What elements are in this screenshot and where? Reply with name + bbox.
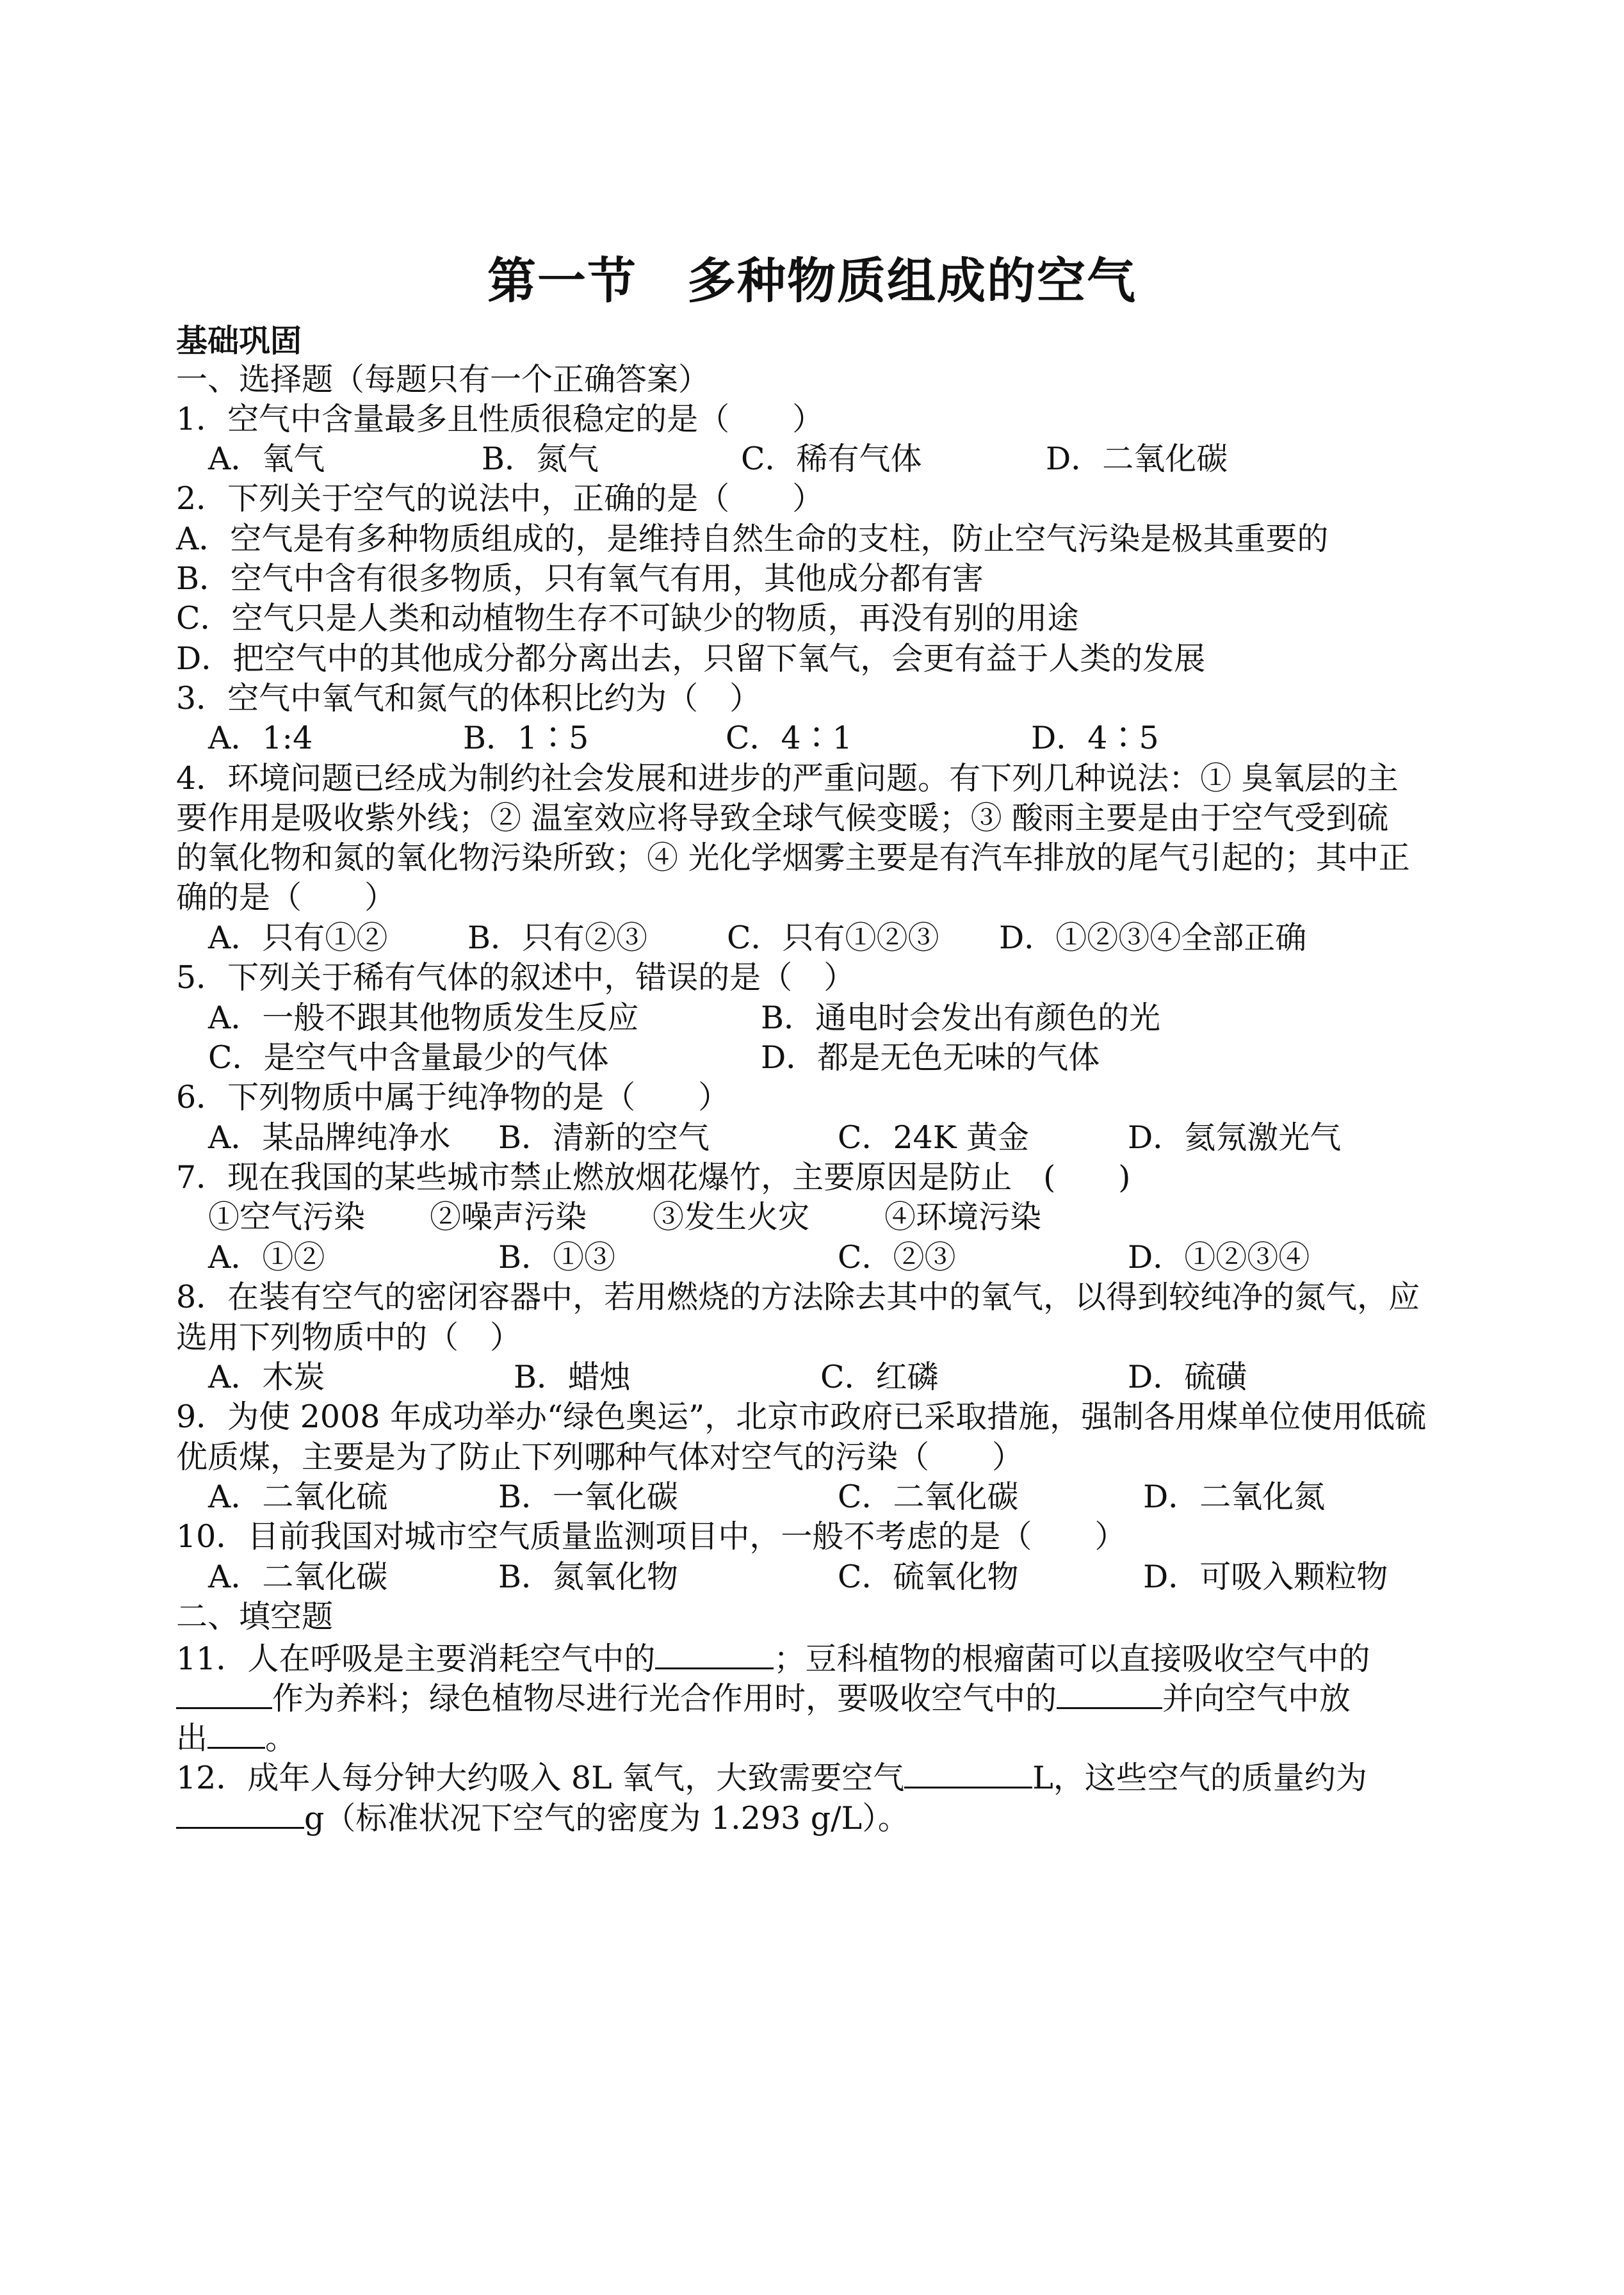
q7-stem: 7．现在我国的某些城市禁止燃放烟花爆竹，主要原因是防止 ( ) [176,1159,1131,1196]
q1-option-c: C．稀有气体 [741,441,922,477]
q9-option-c: C．二氧化碳 [838,1479,1019,1515]
q9-stem-line-1: 9．为使 2008 年成功举办“绿色奥运”，北京市政府已采取措施，强制各用煤单位使用低硫 [176,1399,1427,1435]
q10-option-d: D．可吸入颗粒物 [1143,1559,1388,1595]
q10-option-b: B．氮氧化物 [498,1559,679,1595]
q6-option-a: A．某品牌纯净水 [208,1119,451,1156]
q11-text-2a: 作为养料；绿色植物尽进行光合作用时，要吸收空气中的 [272,1680,1057,1717]
q5-option-c: C．是空气中含量最少的气体 [208,1039,609,1076]
q4-option-a: A．只有①② [208,920,388,956]
q12-line-1 [176,1753,1367,1799]
q4-option-b: B．只有②③ [467,920,648,956]
q7-item-2: ②噪声污染 [430,1199,587,1235]
q5-option-d: D．都是无色无味的气体 [761,1039,1100,1076]
section-label: 基础巩固 [176,322,302,359]
part1-header: 一、选择题（每题只有一个正确答案） [176,361,710,398]
q4-stem-line-1: 4．环境问题已经成为制约社会发展和进步的严重问题。有下列几种说法：① 臭氧层的主 [176,760,1399,797]
q1-option-d: D．二氧化碳 [1046,441,1228,477]
q1-stem: 1．空气中含量最多且性质很稳定的是（ ） [176,401,824,437]
q3-option-c: C．4∶1 [726,720,852,756]
q8-option-c: C．红磷 [820,1359,939,1395]
q11-text-3a: 出 [176,1720,208,1756]
q11-blank-4[interactable] [207,1714,265,1749]
q6-option-d: D．氦氖激光气 [1128,1119,1342,1156]
q8-option-d: D．硫磺 [1128,1359,1247,1395]
q2-option-a: A．空气是有多种物质组成的，是维持自然生命的支柱，防止空气污染是极其重要的 [176,521,1329,557]
q9-option-b: B．一氧化碳 [498,1479,679,1515]
q3-option-b: B．1∶5 [463,720,589,756]
page-title: 第一节 多种物质组成的空气 [487,252,1137,309]
q11-text-1b: ；豆科植物的根瘤菌可以直接吸收空气中的 [774,1641,1370,1677]
q4-stem-line-4: 确的是（ ） [176,879,396,916]
q8-option-b: B．蜡烛 [514,1359,631,1395]
q12-text-1a: 12．成年人每分钟大约吸入 8L 氧气，大致需要空气 [176,1760,905,1796]
q7-option-b: B．①③ [498,1239,616,1276]
q2-option-d: D．把空气中的其他成分都分离出去，只留下氧气，会更有益于人类的发展 [176,640,1206,677]
q7-item-4: ④环境污染 [884,1199,1042,1235]
q11-blank-1[interactable] [655,1634,774,1669]
q9-option-a: A．二氧化硫 [208,1479,388,1515]
q8-option-a: A．木炭 [208,1359,325,1395]
q4-stem-line-2: 要作用是吸收紫外线；② 温室效应将导致全球气候变暖；③ 酸雨主要是由于空气受到硫 [176,800,1389,836]
q6-option-c: C．24K 黄金 [838,1119,1030,1156]
q8-stem-line-1: 8．在装有空气的密闭容器中，若用燃烧的方法除去其中的氧气，以得到较纯净的氮气，应 [176,1279,1420,1315]
q2-option-b: B．空气中含有很多物质，只有氧气有用，其他成分都有害 [176,560,984,597]
q4-stem-line-3: 的氧化物和氮的氧化物污染所致；④ 光化学烟雾主要是有汽车排放的尾气引起的；其中正 [176,839,1410,876]
q12-blank-1[interactable] [904,1753,1032,1788]
q3-option-a: A．1:4 [208,720,313,756]
q5-option-a: A．一般不跟其他物质发生反应 [208,1000,639,1036]
q7-option-c: C．②③ [838,1239,956,1276]
q4-option-c: C．只有①②③ [727,920,939,956]
q1-option-a: A．氧气 [208,441,325,477]
q8-stem-line-2: 选用下列物质中的（ ） [176,1319,522,1356]
q12-text-2b: g（标准状况下空气的密度为 1.293 g/L）。 [304,1800,909,1837]
q4-option-d: D．①②③④全部正确 [999,920,1307,956]
q10-option-c: C．硫氧化物 [838,1559,1019,1595]
q3-stem: 3．空气中氧气和氮气的体积比约为（ ） [176,680,761,717]
q7-item-1: ①空气污染 [208,1199,366,1235]
q11-text-2b: 并向空气中放 [1162,1680,1351,1717]
q6-option-b: B．清新的空气 [498,1119,710,1156]
q9-option-d: D．二氧化氮 [1143,1479,1326,1515]
q6-stem: 6．下列物质中属于纯净物的是（ ） [176,1079,730,1115]
q9-stem-line-2: 优质煤，主要是为了防止下列哪种气体对空气的污染（ ） [176,1439,1024,1475]
q3-option-d: D．4∶5 [1031,720,1159,756]
q11-blank-2[interactable] [176,1674,272,1709]
q1-option-b: B．氮气 [482,441,599,477]
q2-option-c: C．空气只是人类和动植物生存不可缺少的物质，再没有别的用途 [176,600,1079,637]
q10-stem: 10．目前我国对城市空气质量监测项目中，一般不考虑的是（ ） [176,1518,1126,1555]
q7-option-a: A．①② [208,1239,325,1276]
q7-item-3: ③发生火灾 [653,1199,810,1235]
q12-blank-2[interactable] [176,1794,304,1829]
q10-option-a: A．二氧化碳 [208,1559,388,1595]
q11-text-1a: 11．人在呼吸是主要消耗空气中的 [176,1641,656,1677]
q5-stem: 5．下列关于稀有气体的叙述中，错误的是（ ） [176,959,856,996]
q12-line-2 [176,1794,909,1840]
q5-option-b: B．通电时会发出有颜色的光 [761,1000,1161,1036]
q11-line-2 [176,1674,1351,1720]
q2-stem: 2．下列关于空气的说法中，正确的是（ ） [176,480,824,517]
q11-blank-3[interactable] [1057,1674,1162,1709]
q11-text-3b: 。 [265,1720,297,1756]
q7-option-d: D．①②③④ [1128,1239,1310,1276]
part2-header: 二、填空题 [176,1598,334,1635]
q12-text-1b: L，这些空气的质量约为 [1032,1760,1367,1796]
